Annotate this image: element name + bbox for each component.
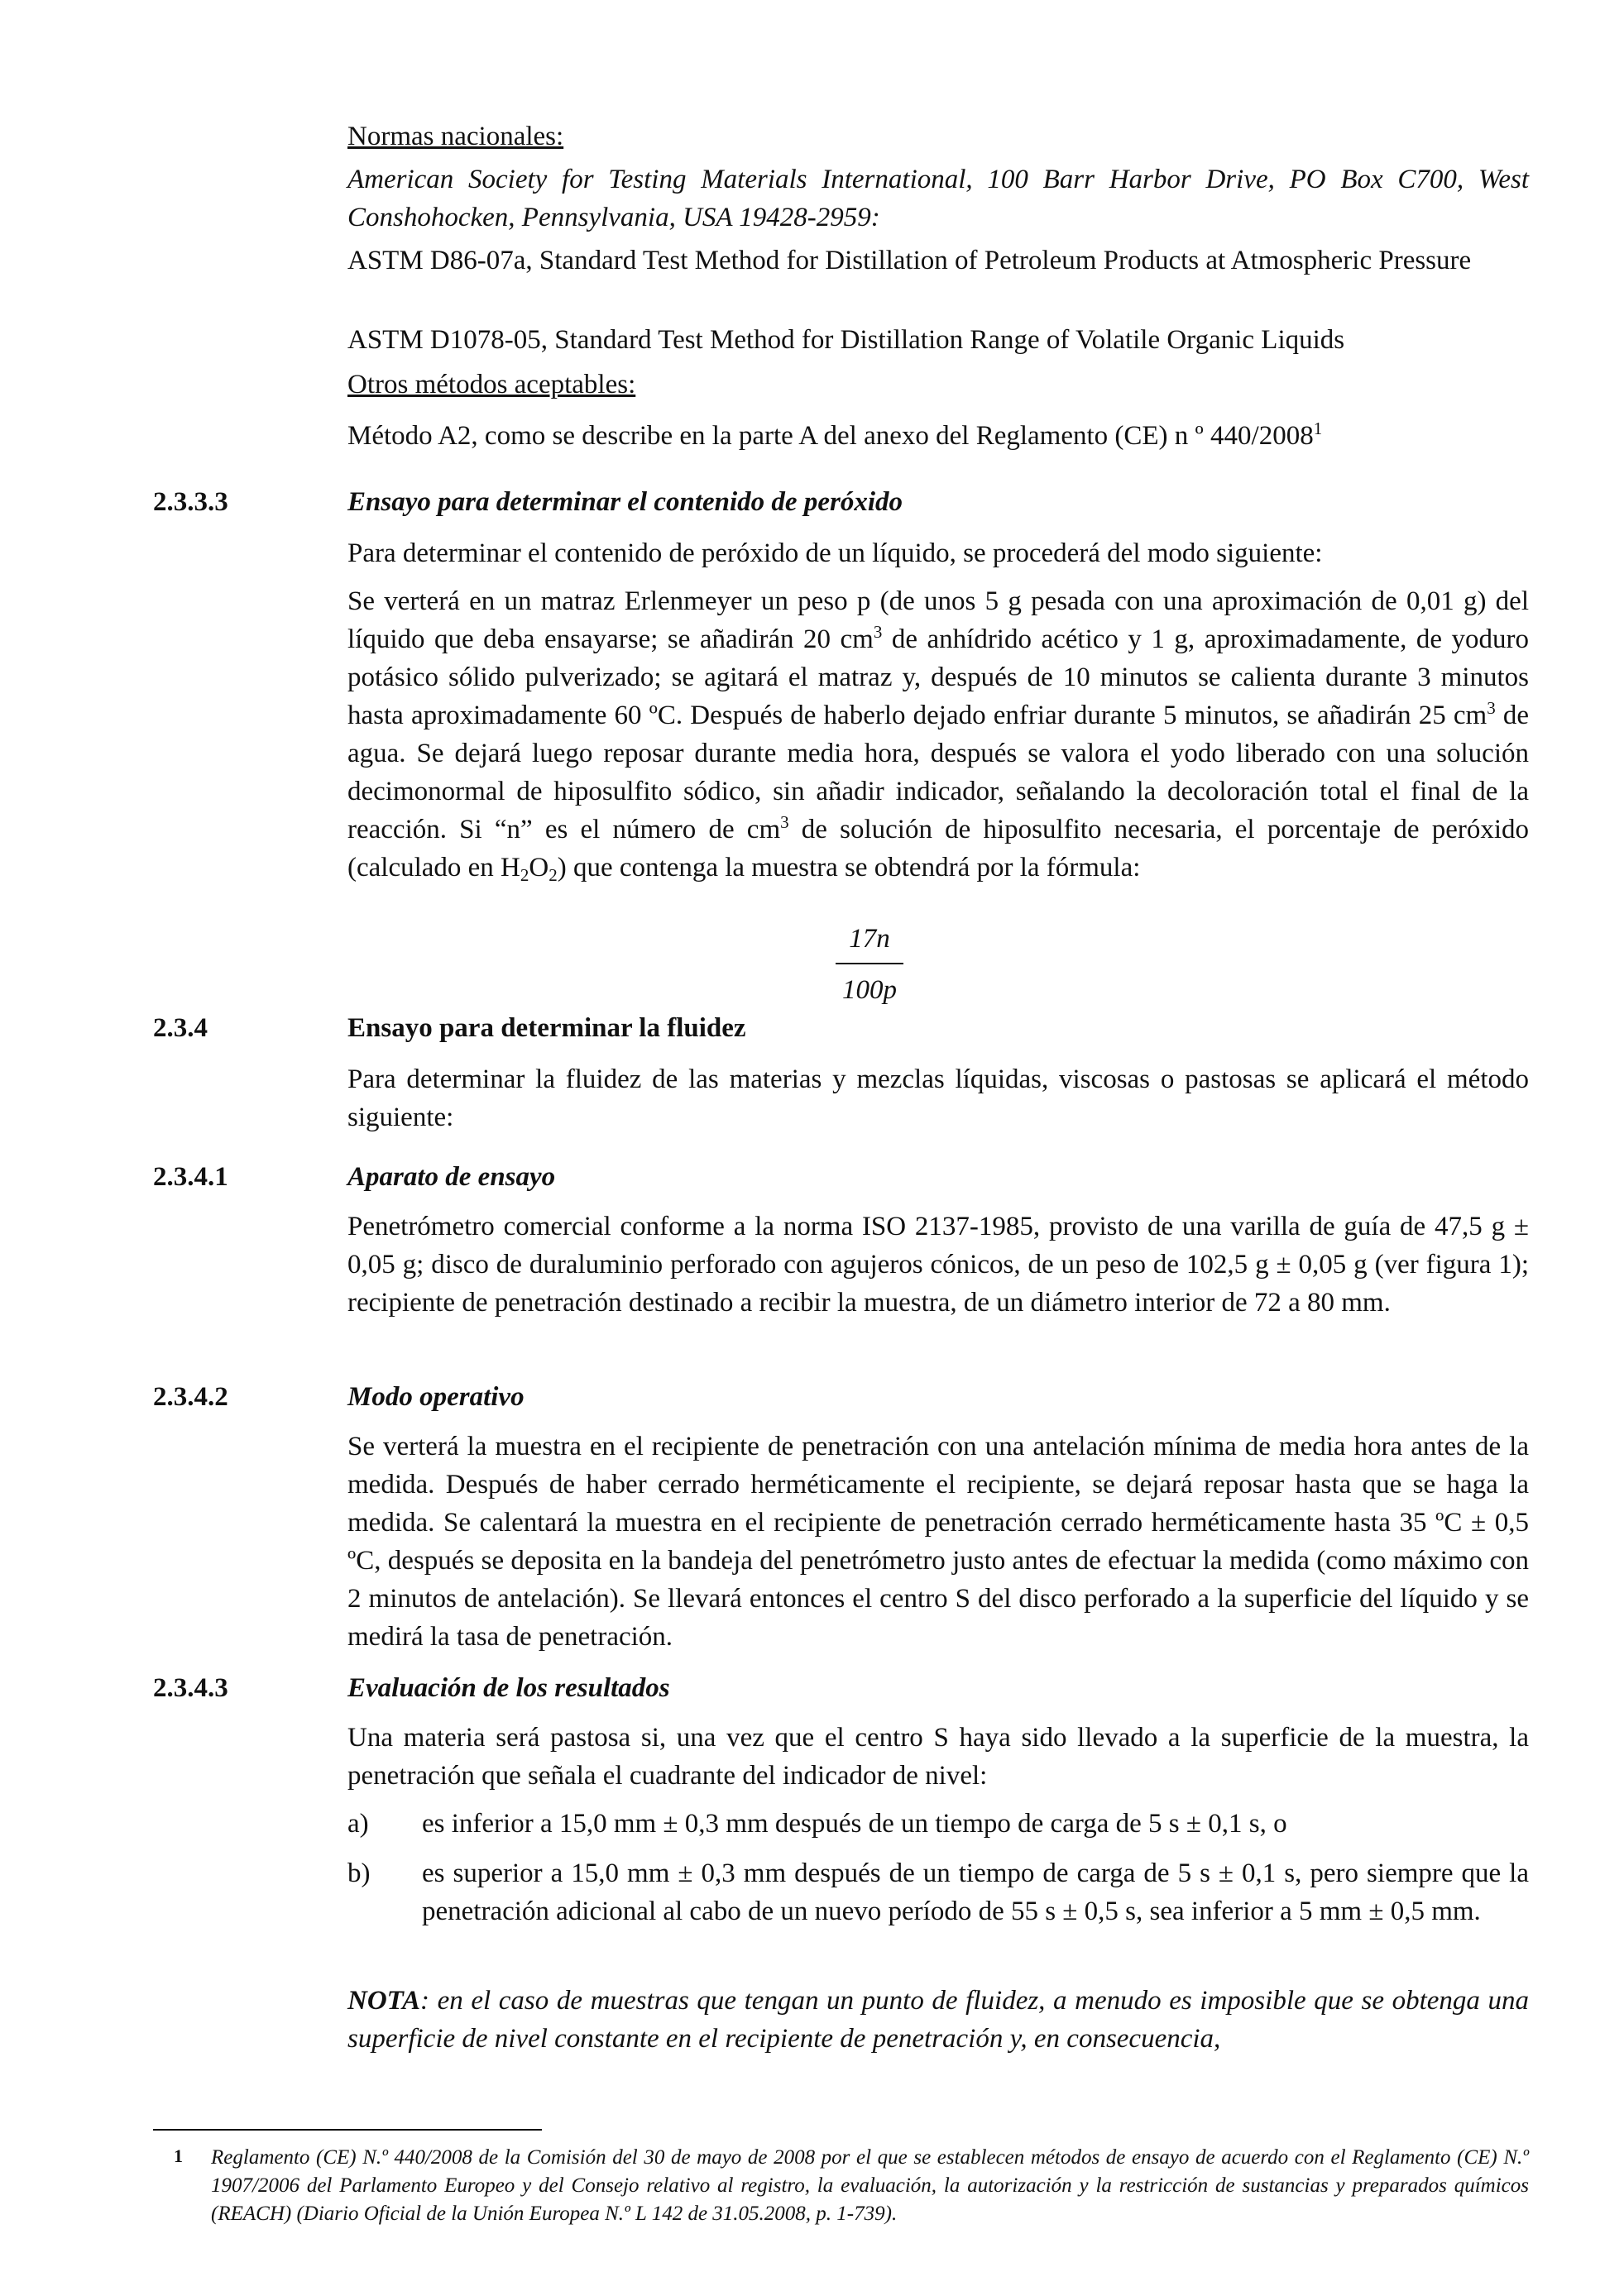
section-number-2341: 2.3.4.1 (153, 1162, 228, 1192)
footnote-marker: 1 (174, 2145, 183, 2166)
footnote-ref: 1 (1313, 419, 1323, 438)
list-item-b: es superior a 15,0 mm ± 0,3 mm después de un tiempo de carga de 5 s ± 0,1 s, pero siempre que la penetración adicional al cabo de un nuevo período de 55 s ± 0,5 s, sea inferior a 5 mm ± 0,5 mm. (422, 1858, 1529, 1926)
footnote-text: Reglamento (CE) N.º 440/2008 de la Comisión del 30 de mayo de 2008 por el que se establecen métodos de ensayo de acuerdo con el Reglamento (CE) N.º 1907/2006 del Parlamento Europeo y del Consejo relativo al registro, la evaluación, la autorización y la restricción de sustancias y preparados químicos (REACH) (Diario Oficial de la Unión Europea N.º L 142 de 31.05.2008, p. 1-739). (211, 2146, 1529, 2225)
procedure-text-4: de solución de hiposulfito necesaria, el porcentaje de peróxido (calculado en H (347, 815, 1529, 883)
list-item-a: es inferior a 15,0 mm ± 0,3 mm después de un tiempo de carga de 5 s ± 0,1 s, o (422, 1809, 1287, 1839)
section-title-2343: Evaluación de los resultados (347, 1673, 670, 1703)
list-marker-a: a) (347, 1809, 369, 1839)
section-title-2342: Modo operativo (347, 1382, 525, 1412)
peroxido-intro: Para determinar el contenido de peróxido de un líquido, se procederá del modo siguiente: (347, 538, 1323, 568)
evaluacion-intro: Una materia será pastosa si, una vez que el centro S haya sido llevado a la superficie de la muestra, la penetración que señala el cuadrante del indicador de nivel: (347, 1723, 1529, 1791)
superscript: 3 (780, 812, 789, 832)
section-number-234: 2.3.4 (153, 1013, 208, 1043)
normas-nacionales-heading: Normas nacionales: (347, 122, 564, 151)
modo-operativo-body: Se verterá la muestra en el recipiente de penetración con una antelación mínima de media hora antes de la medida. Después de haber cerrado herméticamente el recipiente, se dejará reposar hasta que se haga la medida. Se calentará la muestra en el recipiente de penetración cerrado herméticamente hasta 35 ºC ± 0,5 ºC, después se deposita en la bandeja del penetrómetro justo antes de efectuar la medida (como máximo con 2 minutos de antelación). Se llevará entonces el centro S del disco perforado a la superficie del líquido y se medirá la tasa de penetración. (347, 1432, 1529, 1652)
procedure-text-6: ) que contenga la muestra se obtendrá por la fórmula: (557, 853, 1141, 883)
subscript: 2 (549, 865, 558, 885)
metodo-a2-text: Método A2, como se describe en la parte A del anexo del Reglamento (CE) n º 440/2008 (347, 421, 1314, 451)
nota-label: NOTA (347, 1986, 421, 2016)
superscript: 3 (1487, 698, 1496, 718)
otros-metodos-heading: Otros métodos aceptables: (347, 370, 636, 399)
peroxido-procedure (347, 582, 1529, 887)
subscript: 2 (520, 865, 529, 885)
aparato-body: Penetrómetro comercial conforme a la norma ISO 2137-1985, provisto de una varilla de guía de 47,5 g ± 0,05 g; disco de duraluminio perforado con agujeros cónicos, de un peso de 102,5 g ± 0,05 g (ver figura 1); recipiente de penetración destinado a recibir la muestra, de un diámetro interior de 72 a 80 mm. (347, 1212, 1529, 1318)
procedure-text-3: de agua. Se dejará luego reposar durante media hora, después se valora el yodo liberado con una solución decimonormal de hiposulfito sódico, sin añadir indicador, señalando la decoloración total el final de la reacción. Si “n” es el número de cm (347, 701, 1529, 844)
footnote-separator (153, 2129, 542, 2131)
nota-paragraph (347, 1982, 1529, 2058)
list-marker-b: b) (347, 1858, 371, 1888)
fraction-bar (836, 963, 903, 964)
astm-d86-reference: ASTM D86-07a, Standard Test Method for Distillation of Petroleum Products at Atmospheric Pressure (347, 246, 1472, 275)
formula-denominator: 100p (842, 975, 897, 1005)
peroxide-formula (836, 920, 903, 1009)
formula-numerator: 17n (849, 924, 890, 954)
section-title-234: Ensayo para determinar la fluidez (347, 1013, 746, 1043)
procedure-text-1: Se verterá en un matraz Erlenmeyer un peso p (de unos 5 g pesada con una aproximación de 0,01 g) del líquido que deba ensayarse; se añadirán 20 cm (347, 586, 1529, 654)
section-title-2341: Aparato de ensayo (347, 1162, 556, 1192)
procedure-text-2: de anhídrido acético y 1 g, aproximadamente, de yoduro potásico sólido pulverizado; se agitará el matraz y, después de 10 minutos se calienta durante 3 minutos hasta aproximadamente 60 ºC. Después de haberlo dejado enfriar durante 5 minutos, se añadirán 25 cm (347, 624, 1529, 730)
superscript: 3 (873, 622, 883, 642)
procedure-text-5: O (529, 853, 549, 883)
fluidez-intro: Para determinar la fluidez de las materias y mezclas líquidas, viscosas o pastosas se aplicará el método siguiente: (347, 1064, 1529, 1132)
metodo-a2-reference (347, 417, 1529, 455)
section-number-2343: 2.3.4.3 (153, 1673, 228, 1703)
nota-text: : en el caso de muestras que tengan un punto de fluidez, a menudo es imposible que se obtenga una superficie de nivel constante en el recipiente de penetración y, en consecuencia, (347, 1986, 1529, 2054)
section-number-2333: 2.3.3.3 (153, 487, 228, 517)
astm-organization: American Society for Testing Materials International, 100 Barr Harbor Drive, PO Box C700, West Conshohocken, Pennsylvania, USA 19428-2959: (347, 165, 1529, 232)
section-title-2333: Ensayo para determinar el contenido de peróxido (347, 487, 903, 517)
astm-d1078-reference: ASTM D1078-05, Standard Test Method for Distillation Range of Volatile Organic Liquids (347, 325, 1345, 355)
section-number-2342: 2.3.4.2 (153, 1382, 228, 1412)
